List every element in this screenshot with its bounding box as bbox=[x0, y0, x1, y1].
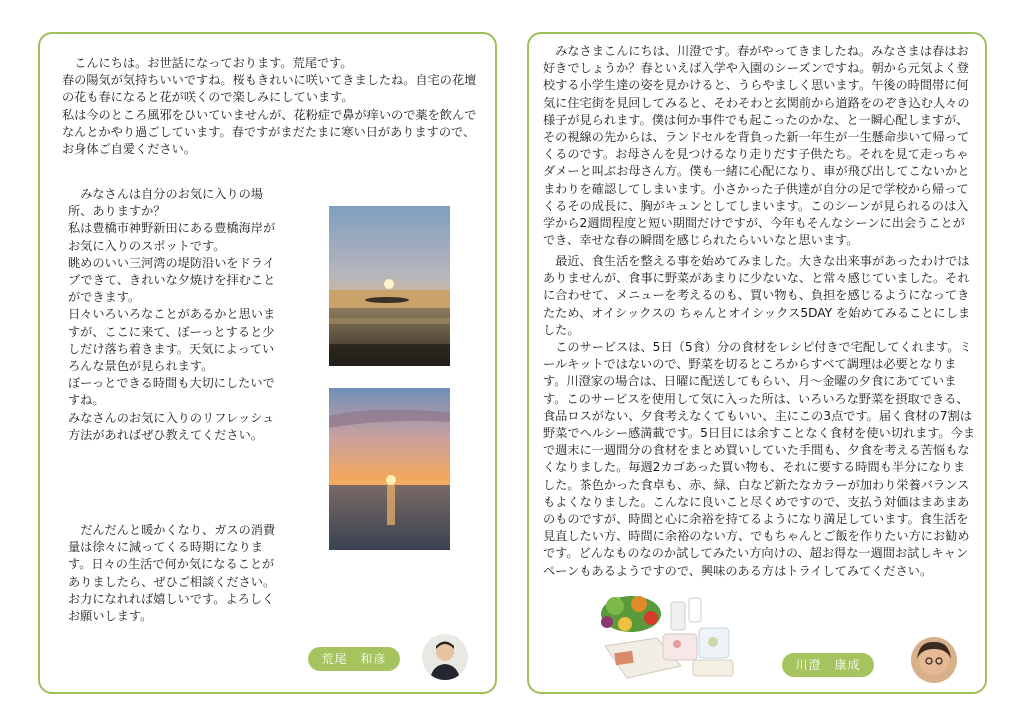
author-avatar bbox=[911, 637, 957, 683]
author-name-tag: 荒尾 和彦 bbox=[308, 647, 400, 671]
spot-line: 私は豊橋市神野新田にある豊橋海岸がお気に入りのスポットです。 bbox=[68, 221, 276, 253]
spot-line: みなさんのお気に入りのリフレッシュ方法があればぜひ教えてください。 bbox=[68, 410, 275, 442]
diet-essay-text bbox=[543, 253, 976, 580]
favorite-spot-text bbox=[68, 186, 278, 444]
spring-line: みなさまこんにちは、川澄です。春がやってきましたね。みなさまは春はお好きでしょうか？春といえば入学や入園のシーズンですね。朝から元気よく登校する小学生達の姿を見かけると、うらやましく思います。午後の時間帯に何気に住宅街を見回してみると、そわそわと玄関前から道路をのぞき込む人々の様子が見られます。僕は何か事件でも起こったのかな、と一瞬心配しますが、その視線の先からは、ランドセルを背負った新一年生が一生懸命歩いて帰ってくるのです。お母さんを見つけるなり走りだす子供たち。それを見て走っちゃダメーと叫ぶお母さん方。僕も一緒に心配になり、車が飛び出してこないかとまわりを確認してしまいます。小さかった子供達が自分の足で学校から帰ってくるその成長に、胸がキュンとしてしまいます。このシーンが見られるのは入学から2週間程度と短い期間だけですが、今年もそんなシーンに出会うことができ、幸せな春の瞬間を感じられたらいいなと思います。 bbox=[543, 44, 970, 248]
gas-usage-text bbox=[68, 522, 280, 625]
sunset-beach-photo bbox=[329, 206, 450, 366]
spot-line: 眺めのいい三河湾の堤防沿いをドライブできて、きれいな夕焼けを拝むことができます。 bbox=[68, 255, 276, 305]
meal-kit-photo bbox=[597, 582, 739, 682]
diet-line: 最近、食生活を整える事を始めてみました。大きな出来事があったわけではありませんが、食事に野菜があまりに少ないな、と常々感じていました。それに合わせて、メニューを考えるのも、買い物も、負担を感じるようになってきたため、オイシックスの ちゃんとオイシックス5DAY を始めてみることにしました。 bbox=[543, 254, 971, 337]
gas-line: だんだんと暖かくなり、ガスの消費量は徐々に減ってくる時期になります。日々の生活で何か気になることがありましたら、ぜひご相談ください。お力になれれば嬉しいです。よろしくお願いします。 bbox=[68, 523, 276, 624]
left-column-frame bbox=[38, 32, 497, 694]
diet-line: このサービスは、5日（5食）分の食材をレシピ付きで宅配してくれます。ミールキットではないので、野菜を切るところからすべて調理は必要となります。川澄家の場合は、日曜に配送してもらい、月～金曜の夕食にあてています。このサービスを使用して気に入った所は、いろいろな野菜を摂取できる、食品ロスがない、夕食考えなくてもいい、主にこの3点です。届く食材の7割は野菜でヘルシー感満載です。5日目には余すことなく食材を使い切れます。今まで週末に一週間分の食材をまとめ買いしていた手間も、夕食を考える苦悩もなくなりました。毎週2カゴあった買い物も、それに要する時間も半分になりました。茶色かった食卓も、赤、緑、白など新たなカラーが加わり栄養バランスもよくなりました。こんなに良いこと尽くめですので、支払う対価はまあまあのものですが、時間と心に余裕を持てるようになり満足しています。食生活を見直したい方、時間に余裕のない方、でもちゃんとご飯を作りたい方にお勧めです。どんなものなのか試してみたい方向けの、超お得な一週間お試しキャンペーンもあるようですので、興味のある方はトライしてみてください。 bbox=[543, 340, 976, 578]
greeting-text bbox=[62, 55, 478, 158]
right-column-frame bbox=[527, 32, 987, 694]
spot-line: 日々いろいろなことがあるかと思いますが、ここに来て、ぼーっとすると少しだけ落ち着きます。天気によっていろんな景色が見られます。 bbox=[68, 307, 276, 374]
spot-line: ぼーっとできる時間も大切にしたいですね。 bbox=[68, 376, 275, 408]
greeting-line: 私は今のところ風邪をひいていませんが、花粉症で鼻が痒いので薬を飲んでなんとかやり過ごしています。春ですがまだたまに寒い日がありますので、お身体ご自愛ください。 bbox=[62, 107, 477, 157]
greeting-line: こんにちは。お世話になっております。荒尾です。 bbox=[74, 56, 353, 70]
greeting-line: 春の陽気が気持ちいいですね。桜もきれいに咲いてきましたね。自宅の花壇の花も春になると花が咲くので楽しみにしています。 bbox=[62, 73, 477, 105]
author-avatar bbox=[422, 634, 468, 680]
spring-essay-text bbox=[543, 43, 976, 249]
spot-line: みなさんは自分のお気に入りの場所、ありますか？ bbox=[68, 187, 263, 219]
author-name-tag: 川澄 康成 bbox=[782, 653, 874, 677]
sunset-sea-photo bbox=[329, 388, 450, 550]
